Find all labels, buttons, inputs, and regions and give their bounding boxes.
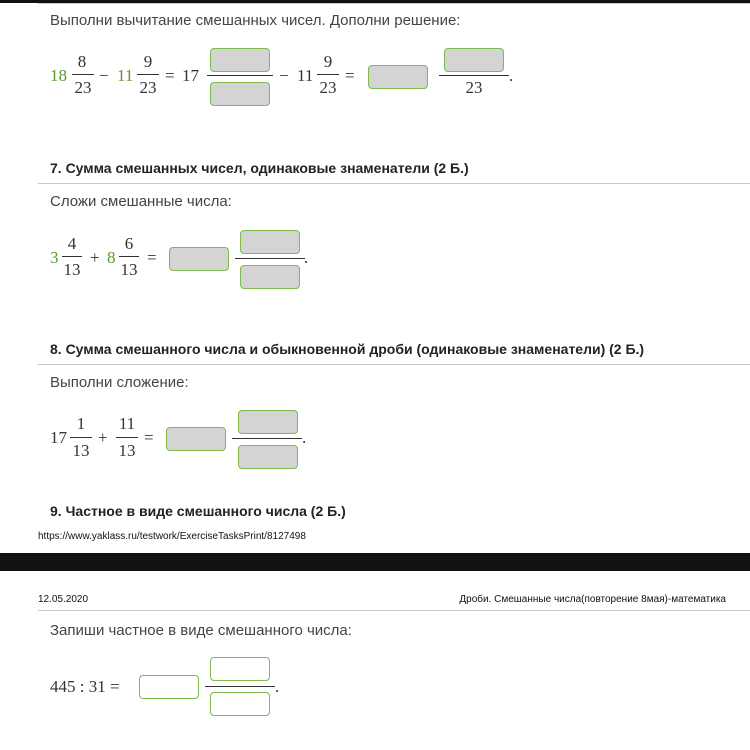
task-title: 8. Сумма смешанного числа и обыкновенной дроби (одинаковые знаменатели) (2 Б.) bbox=[50, 341, 645, 357]
equals-sign: = bbox=[144, 428, 154, 447]
answer-numerator-input[interactable] bbox=[210, 657, 270, 681]
mixed-a-denominator: 13 bbox=[63, 260, 81, 279]
mixed1-whole: 18 bbox=[50, 66, 67, 85]
answer-whole-input[interactable] bbox=[166, 427, 226, 451]
answer-denominator-input[interactable] bbox=[238, 445, 298, 469]
task-prompt: Сложи смешанные числа: bbox=[50, 193, 232, 210]
print-date: 12.05.2020 bbox=[38, 594, 89, 605]
period: . bbox=[302, 428, 307, 447]
mixed1-numerator: 8 bbox=[77, 52, 87, 71]
answer-numerator-input[interactable] bbox=[238, 410, 298, 434]
fraction-bar bbox=[116, 437, 138, 438]
fraction-bar bbox=[137, 74, 159, 75]
divider bbox=[38, 183, 750, 184]
mixed2-whole-repeat: 11 bbox=[297, 66, 314, 85]
fraction-bar bbox=[62, 256, 82, 257]
mixed1-denominator: 23 bbox=[74, 78, 92, 97]
mixed-a-whole: 3 bbox=[50, 248, 59, 267]
equals-sign: = bbox=[147, 248, 157, 267]
mixed-a-numerator: 4 bbox=[67, 234, 77, 253]
fraction-bar bbox=[317, 74, 339, 75]
task-prompt: Запиши частное в виде смешанного числа: bbox=[50, 622, 352, 639]
fraction-b-numerator: 11 bbox=[118, 414, 136, 433]
fraction-b-denominator: 13 bbox=[118, 441, 136, 460]
period: . bbox=[304, 248, 309, 267]
task-title: 7. Сумма смешанных чисел, одинаковые знаменатели (2 Б.) bbox=[50, 160, 469, 176]
result-denominator: 23 bbox=[465, 78, 483, 97]
fraction-bar bbox=[70, 437, 92, 438]
plus-sign: + bbox=[90, 248, 100, 267]
answer-whole-input[interactable] bbox=[368, 65, 428, 89]
step-whole: 17 bbox=[182, 66, 199, 85]
answer-denominator-input[interactable] bbox=[240, 265, 300, 289]
divider bbox=[38, 364, 750, 365]
minus-sign: − bbox=[99, 66, 109, 85]
mixed2-numerator-repeat: 9 bbox=[323, 52, 333, 71]
fraction-bar bbox=[439, 75, 509, 76]
period: . bbox=[275, 677, 280, 696]
answer-numerator-input[interactable] bbox=[444, 48, 504, 72]
fraction-bar bbox=[205, 686, 275, 687]
minus-sign: − bbox=[279, 66, 289, 85]
fraction-bar bbox=[72, 74, 94, 75]
task-title: 9. Частное в виде смешанного числа (2 Б.) bbox=[50, 503, 346, 519]
fraction-bar bbox=[119, 256, 139, 257]
mixed2-whole: 11 bbox=[117, 66, 134, 85]
mixed-b-denominator: 13 bbox=[120, 260, 138, 279]
mixed-a-whole: 17 bbox=[50, 428, 67, 447]
equals-sign: = bbox=[165, 66, 175, 85]
answer-whole-input[interactable] bbox=[169, 247, 229, 271]
mixed2-numerator: 9 bbox=[143, 52, 153, 71]
answer-numerator-input[interactable] bbox=[210, 48, 270, 72]
page-break-bar bbox=[0, 553, 750, 571]
mixed-b-numerator: 6 bbox=[124, 234, 134, 253]
fraction-bar bbox=[235, 258, 305, 259]
fraction-bar bbox=[207, 75, 273, 76]
divider bbox=[38, 3, 750, 4]
task-prompt: Выполни вычитание смешанных чисел. Дополни решение: bbox=[50, 12, 461, 29]
plus-sign: + bbox=[98, 428, 108, 447]
division-expression-text: 445 : 31 = bbox=[50, 677, 120, 696]
mixed-a-numerator: 1 bbox=[76, 414, 86, 433]
mixed-a-denominator: 13 bbox=[72, 441, 90, 460]
period: . bbox=[509, 66, 514, 85]
footer-url[interactable]: https://www.yaklass.ru/testwork/ExerciseTasksPrint/8127498 bbox=[38, 531, 306, 542]
answer-whole-input[interactable] bbox=[139, 675, 199, 699]
fraction-bar bbox=[232, 438, 302, 439]
equals-sign: = bbox=[345, 66, 355, 85]
divider bbox=[38, 610, 750, 611]
answer-denominator-input[interactable] bbox=[210, 692, 270, 716]
mixed-b-whole: 8 bbox=[107, 248, 116, 267]
answer-denominator-input[interactable] bbox=[210, 82, 270, 106]
mixed2-denominator-repeat: 23 bbox=[319, 78, 337, 97]
task-prompt: Выполни сложение: bbox=[50, 374, 189, 391]
page-title: Дроби. Смешанные числа(повторение 8мая)-математика bbox=[459, 594, 726, 605]
mixed2-denominator: 23 bbox=[139, 78, 157, 97]
answer-numerator-input[interactable] bbox=[240, 230, 300, 254]
